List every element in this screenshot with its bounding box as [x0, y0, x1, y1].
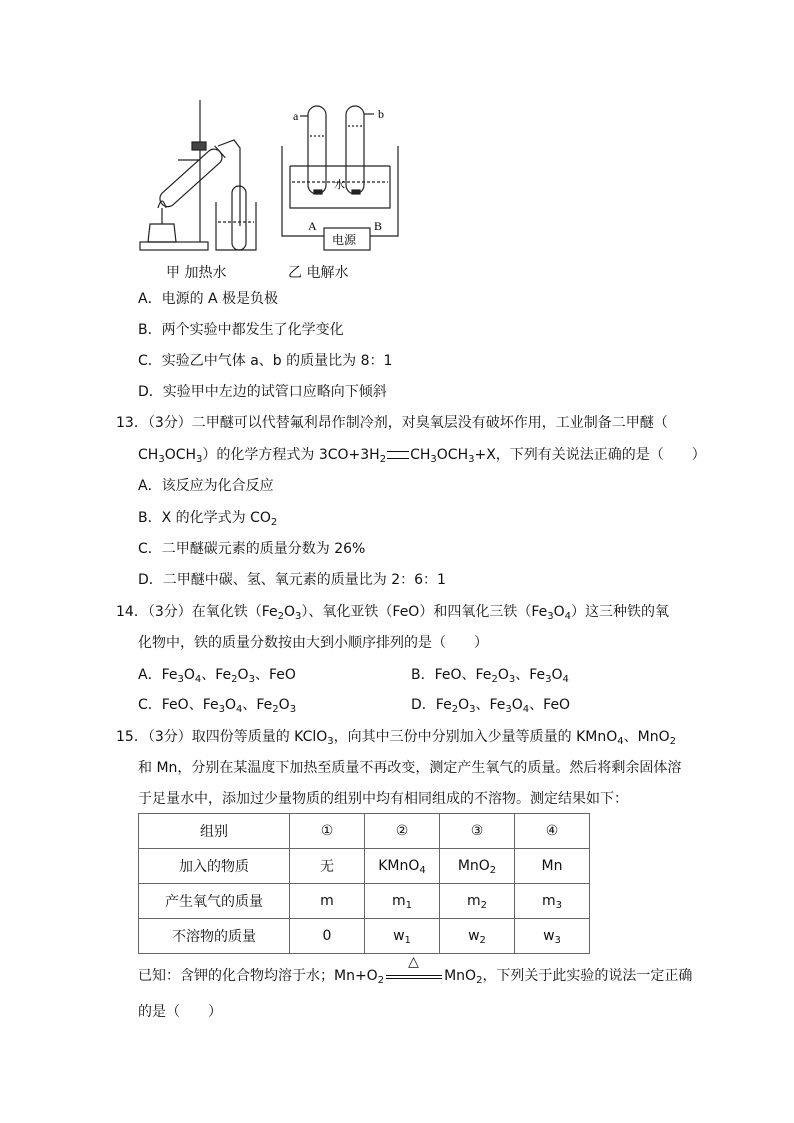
table-cell: $m_1$: [365, 884, 440, 919]
label-B: B: [374, 219, 383, 233]
table-cell: MnO$_2$: [440, 849, 515, 884]
table-row: [139, 919, 590, 954]
table-cell: $w_1$: [365, 919, 440, 954]
q14-option-b: B．FeO、$Fe_2O_3$、$Fe_3O_4$: [411, 667, 569, 685]
caption-yi: 乙 电解水: [288, 265, 349, 281]
table-cell: $w_2$: [440, 919, 515, 954]
table-cell: KMnO$_4$: [365, 849, 440, 884]
q14-stem-line2: 化物中，铁的质量分数按由大到小顺序排列的是（ ）: [138, 635, 488, 651]
table-cell: 无: [290, 849, 365, 884]
q15-known-line: 已知：含钾的化合物均溶于水；$Mn+O_2$ △ MnO$_2$，下列关于此实验的说法一定正确: [138, 954, 693, 986]
heating-water-apparatus: [140, 100, 256, 250]
q13-stem-line1: 13．（3分）二甲醚可以代替氟利昂作制冷剂，对臭氧层没有破坏作用，工业制备二甲醚（: [116, 415, 668, 431]
table-cell: m: [290, 884, 365, 919]
q13-option-d: D．二甲醚中碳、氢、氧元素的质量比为 2：6：1: [138, 572, 446, 588]
heating-equation-sign: △: [384, 966, 444, 986]
q13-option-a: A．该反应为化合反应: [138, 478, 274, 494]
q15-stem-line3: 于足量水中，添加过少量物质的组别中均有相同组成的不溶物。测定结果如下：: [138, 791, 628, 807]
caption-jia: 甲 加热水: [166, 265, 227, 281]
table-cell: 不溶物的质量: [139, 919, 290, 954]
experiment-figure: [138, 96, 408, 256]
table-cell: ③: [440, 814, 515, 849]
q14-option-a: A．$Fe_3O_4$、$Fe_2O_3$、FeO: [138, 667, 296, 685]
equation-sign: [387, 451, 409, 459]
q13-stem-line2: $CH_3OCH_3$）的化学方程式为 $3CO+3H_2$ $CH_3OCH_3+X$，下列有关说法正确的是（ ）: [138, 447, 706, 465]
table-cell: 产生氧气的质量: [139, 884, 290, 919]
q12-option-c: C．实验乙中气体 a、b 的质量比为 8：1: [138, 353, 393, 369]
table-cell: 加入的物质: [139, 849, 290, 884]
label-b: b: [378, 107, 384, 121]
table-cell: ④: [515, 814, 590, 849]
table-cell: $m_3$: [515, 884, 590, 919]
table-cell: ②: [365, 814, 440, 849]
table-cell: 0: [290, 919, 365, 954]
table-cell: $m_2$: [440, 884, 515, 919]
label-A: A: [308, 219, 317, 233]
table-cell: 组别: [139, 814, 290, 849]
table-cell: Mn: [515, 849, 590, 884]
power-label: 电源: [332, 233, 357, 247]
q15-stem-line2: 和 Mn，分别在某温度下加热至质量不再改变，测定产生氧气的质量。然后将剩余固体溶: [138, 760, 682, 776]
q14-stem-line1: 14．（3分）在氧化铁$(Fe_2O_3)$、氧化亚铁（FeO）和四氧化三铁$(Fe_3O_4)$这三种铁的氧: [116, 604, 670, 622]
table-cell: ①: [290, 814, 365, 849]
table-row: [139, 884, 590, 919]
results-table: [138, 813, 590, 954]
table-row: [139, 849, 590, 884]
q15-stem-line1: 15．（3分）取四份等质量的 KClO$_3$，向其中三份中分别加入少量等质量的 KMnO$_4$、MnO$_2$: [116, 729, 676, 747]
q15-last-line: 的是（ ）: [138, 1004, 222, 1020]
q14-option-d: D．$Fe_2O_3$、$Fe_3O_4$、FeO: [411, 697, 571, 715]
q12-option-d: D．实验甲中左边的试管口应略向下倾斜: [138, 384, 387, 400]
label-a: a: [293, 109, 299, 123]
q12-option-a: A．电源的 A 极是负极: [138, 291, 279, 307]
q14-option-c: C．FeO、$Fe_3O_4$、$Fe_2O_3$: [138, 697, 297, 715]
table-header-row: [139, 814, 590, 849]
q13-option-c: C．二甲醚碳元素的质量分数为 26%: [138, 541, 366, 557]
q13-option-b: B．X 的化学式为 $CO_2$: [138, 510, 278, 528]
water-label: 水: [334, 178, 345, 191]
q12-option-b: B．两个实验中都发生了化学变化: [138, 322, 344, 338]
table-cell: $w_3$: [515, 919, 590, 954]
